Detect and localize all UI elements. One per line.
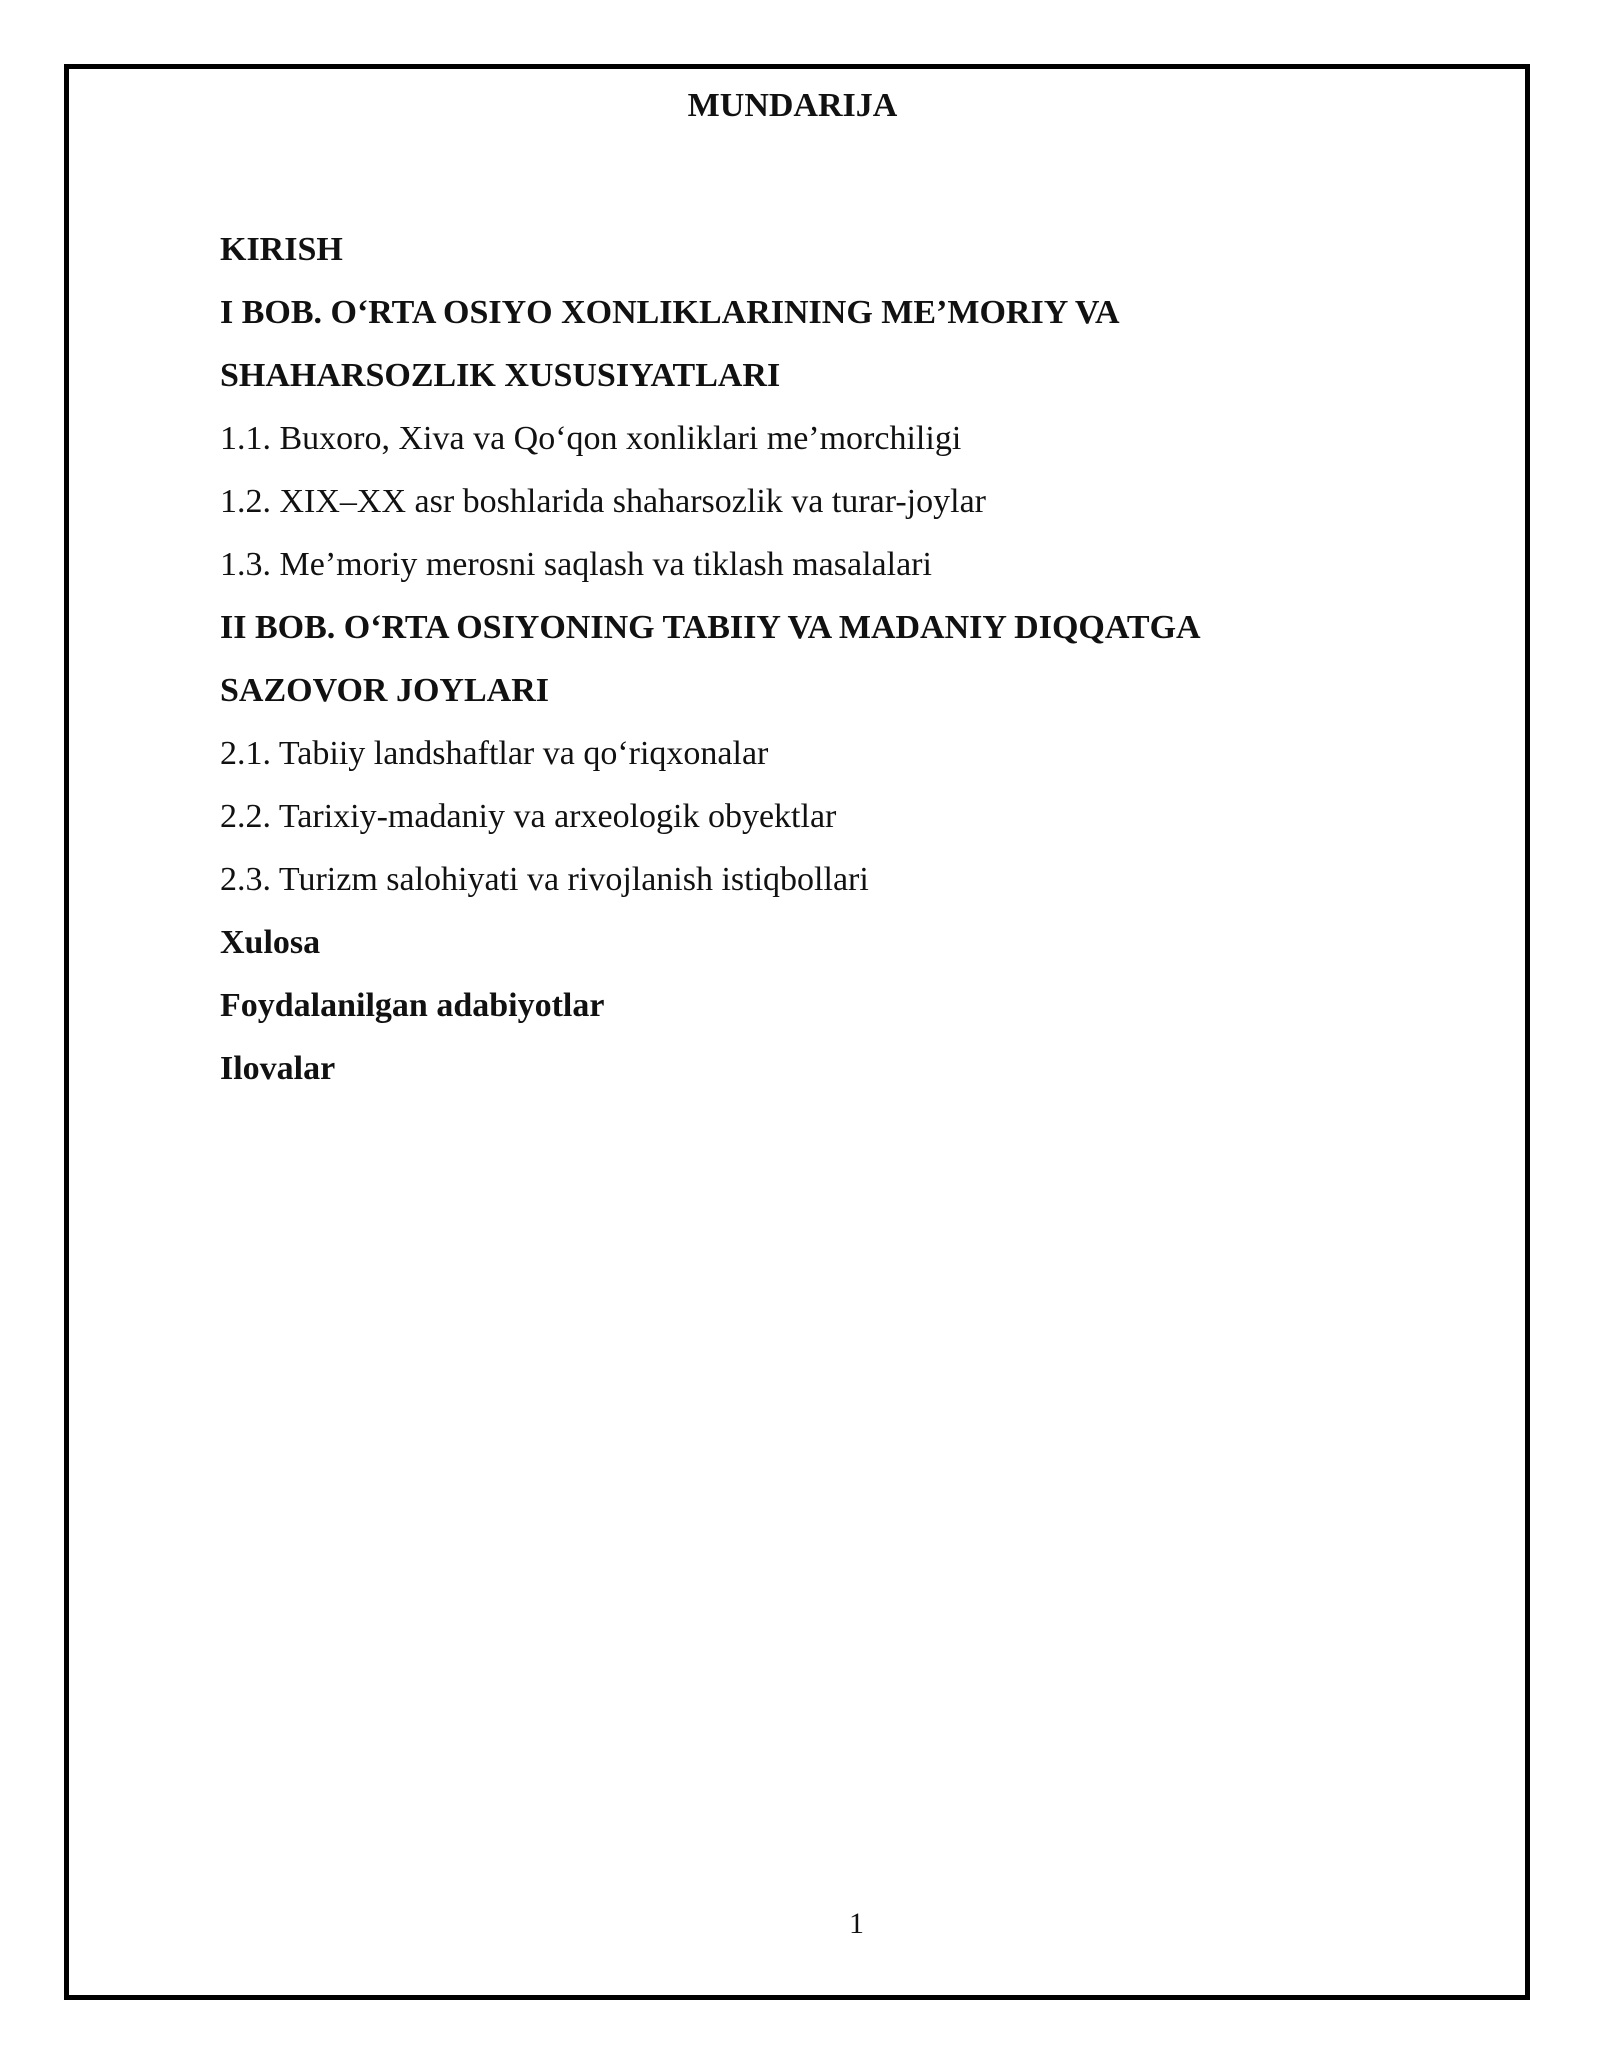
- toc-section-1-1: 1.1. Buxoro, Xiva va Qo‘qon xonliklari me’morchiligi: [220, 420, 962, 457]
- toc-section-2-1: 2.1. Tabiiy landshaftlar va qo‘riqxonalar: [220, 735, 769, 772]
- toc-entry-xulosa: Xulosa: [220, 924, 321, 961]
- toc-chapter-2-title-line-1: II BOB. O‘RTA OSIYONING TABIIY VA MADANIY DIQQATGA: [220, 609, 1201, 646]
- toc-entry-ilovalar: Ilovalar: [220, 1050, 336, 1087]
- page-number: 1: [849, 1907, 864, 1940]
- toc-chapter-1-title-line-2: SHAHARSOZLIK XUSUSIYATLARI: [220, 357, 781, 394]
- toc-entry-adabiyotlar: Foydalanilgan adabiyotlar: [220, 987, 605, 1024]
- toc-heading: MUNDARIJA: [687, 87, 898, 124]
- toc-chapter-2-title-line-2: SAZOVOR JOYLARI: [220, 672, 549, 709]
- toc-entry-kirish: KIRISH: [220, 231, 343, 268]
- toc-section-2-3: 2.3. Turizm salohiyati va rivojlanish istiqbollari: [220, 861, 869, 898]
- toc-section-1-3: 1.3. Me’moriy merosni saqlash va tiklash masalalari: [220, 546, 932, 583]
- toc-chapter-1-title-line-1: I BOB. O‘RTA OSIYO XONLIKLARINING ME’MORIY VA: [220, 294, 1120, 331]
- toc-section-2-2: 2.2. Tarixiy-madaniy va arxeologik obyektlar: [220, 798, 837, 835]
- table-of-contents: [220, 218, 1420, 1100]
- toc-section-1-2: 1.2. XIX–XX asr boshlarida shaharsozlik va turar-joylar: [220, 483, 986, 520]
